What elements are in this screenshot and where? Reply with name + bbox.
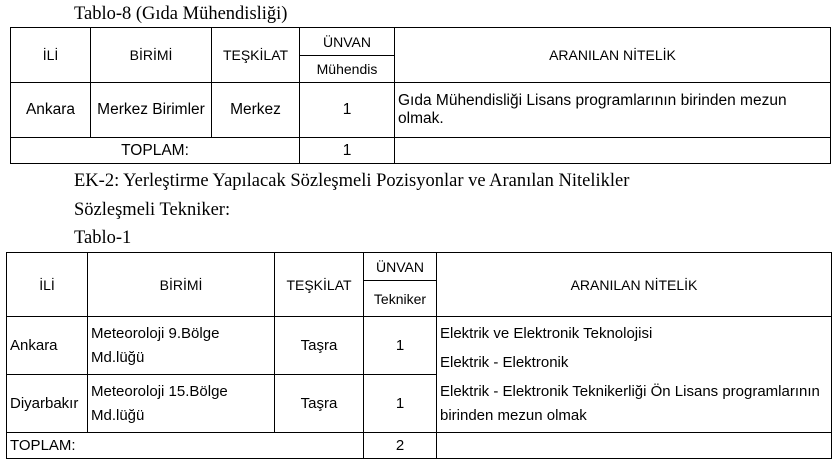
table-row	[11, 83, 831, 138]
total-value: 1	[300, 138, 395, 164]
total-row	[11, 138, 831, 164]
cell-ili: Diyarbakır	[7, 375, 88, 433]
cell-teskilat: Taşra	[275, 317, 364, 375]
header-birimi: BİRİMİ	[91, 28, 212, 83]
cell-teskilat: Merkez	[212, 83, 300, 138]
header-unvan: ÜNVAN	[364, 253, 437, 281]
cell-unvan-count: 1	[300, 83, 395, 138]
cell-unvan-count: 1	[364, 317, 437, 375]
table-row	[7, 317, 832, 375]
nitelik-line-4: birinden mezun olmak	[440, 407, 587, 424]
ek2-heading: EK-2: Yerleştirme Yapılacak Sözleşmeli Pozisyonlar ve Aranılan Nitelikler	[74, 171, 630, 191]
cell-birimi-line2: Md.lüğü	[91, 406, 145, 424]
tablo8-header-row	[11, 28, 831, 56]
cell-birimi-line1: Meteoroloji 9.Bölge	[91, 324, 220, 342]
cell-birimi	[88, 375, 275, 433]
cell-birimi-line2: Md.lüğü	[91, 348, 145, 366]
total-label: TOPLAM:	[11, 138, 300, 164]
header-aranilan-nitelik: ARANILAN NİTELİK	[395, 28, 831, 83]
tablo1-caption: Tablo-1	[74, 228, 132, 248]
cell-aranilan-nitelik	[437, 317, 832, 433]
tablo8-table	[10, 27, 831, 164]
header-unvan-tekniker: Tekniker	[364, 281, 437, 317]
cell-unvan-count: 1	[364, 375, 437, 433]
cell-teskilat: Taşra	[275, 375, 364, 433]
tablo1-table	[6, 252, 832, 459]
header-teskilat: TEŞKİLAT	[212, 28, 300, 83]
total-empty	[395, 138, 831, 164]
total-empty	[437, 433, 832, 459]
cell-aranilan-nitelik: Gıda Mühendisliği Lisans programlarının birinden mezun olmak.	[395, 83, 831, 138]
nitelik-line-1: Elektrik ve Elektronik Teknolojisi	[440, 325, 653, 342]
total-label: TOPLAM:	[7, 433, 364, 459]
total-row	[7, 433, 832, 459]
header-ili: İLİ	[11, 28, 91, 83]
cell-birimi	[88, 317, 275, 375]
header-birimi: BİRİMİ	[88, 253, 275, 317]
cell-birimi-line1: Meteoroloji 15.Bölge	[91, 382, 228, 400]
header-unvan-muhendis: Mühendis	[300, 56, 395, 83]
tablo1-header-row	[7, 253, 832, 281]
cell-birimi: Merkez Birimler	[91, 83, 212, 138]
header-ili: İLİ	[7, 253, 88, 317]
header-teskilat: TEŞKİLAT	[275, 253, 364, 317]
tablo8-caption: Tablo-8 (Gıda Mühendisliği)	[74, 4, 288, 24]
nitelik-line-2: Elektrik - Elektronik	[440, 354, 569, 371]
nitelik-line-3: Elektrik - Elektronik Teknikerliği Ön Lisans programlarının	[440, 383, 820, 400]
header-aranilan-nitelik: ARANILAN NİTELİK	[437, 253, 832, 317]
sozlesmeli-tekniker-heading: Sözleşmeli Tekniker:	[74, 200, 231, 220]
cell-ili: Ankara	[7, 317, 88, 375]
header-unvan: ÜNVAN	[300, 28, 395, 56]
total-value: 2	[364, 433, 437, 459]
cell-ili: Ankara	[11, 83, 91, 138]
